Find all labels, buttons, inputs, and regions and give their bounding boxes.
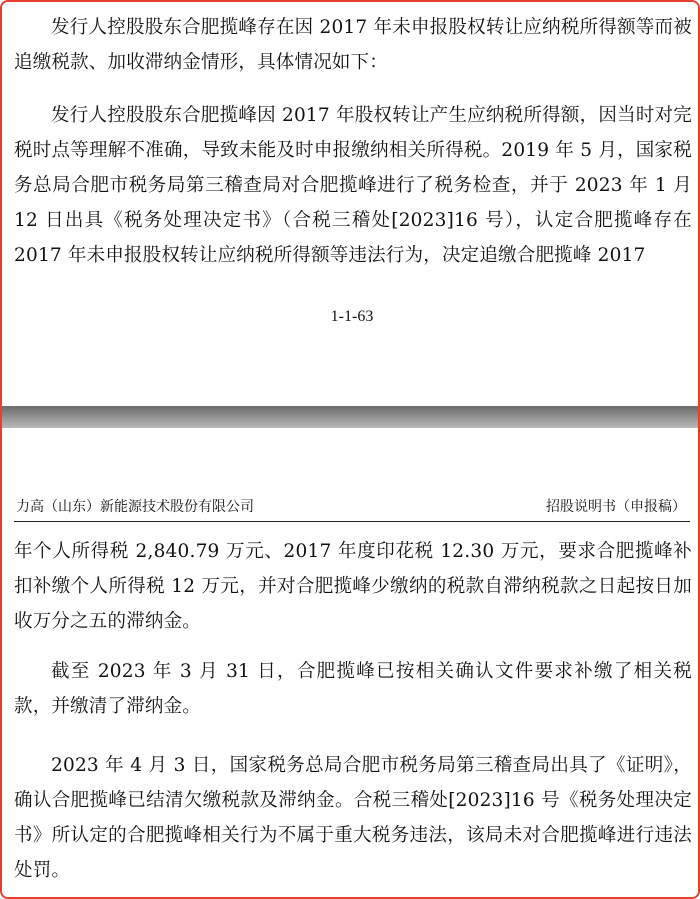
- header-company-name: 力高（山东）新能源技术股份有限公司: [16, 499, 254, 515]
- paragraph-certificate: 2023 年 4 月 3 日，国家税务总局合肥市税务局第三稽查局出具了《证明》，确认合肥揽峰已结清欠缴税款及滞纳金。合税三稽处[2023]16 号《税务处理决定书》所认定的合肥揽峰相关行为不属于重大税务违法，该局未对合肥揽峰进行违法处罚。: [14, 755, 692, 881]
- paragraph-payment-status: 截至 2023 年 3 月 31 日，合肥揽峰已按相关确认文件要求补缴了相关税款，并缴清了滞纳金。: [14, 661, 692, 717]
- paragraph-tax-inspection: 发行人控股股东合肥揽峰因 2017 年股权转让产生应纳税所得额，因当时对完税时点等理解不准确，导致未能及时申报缴纳相关所得税。2019 年 5 月，国家税务总局合肥市税务局第三稽查局对合肥揽峰进行了税务检查，并于 2023 年 1 月 12 日出具《税务处理决定书》（合税三稽处[2023]16 号），认定合肥揽峰存在 2017 年未申报股权转让应纳税所得额等违法行为，决定追缴合肥揽峰 2017: [14, 105, 692, 266]
- page-top: [2, 2, 700, 406]
- page-bottom: [2, 428, 700, 899]
- header-document-type: 招股说明书（申报稿）: [546, 499, 686, 515]
- page-break-gap: [2, 406, 700, 428]
- page-number: 1-1-63: [330, 308, 374, 325]
- page-header: [14, 494, 690, 522]
- paragraph-tax-amounts: 年个人所得税 2,840.79 万元、2017 年度印花税 12.30 万元，要求合肥揽峰补扣补缴个人所得税 12 万元，并对合肥揽峰少缴纳的税款自滞纳税款之日起按日加收万分之五的滞纳金。: [14, 541, 692, 632]
- paragraph-tax-overview: 发行人控股股东合肥揽峰存在因 2017 年未申报股权转让应纳税所得额等而被追缴税款、加收滞纳金情形，具体情况如下：: [14, 17, 692, 73]
